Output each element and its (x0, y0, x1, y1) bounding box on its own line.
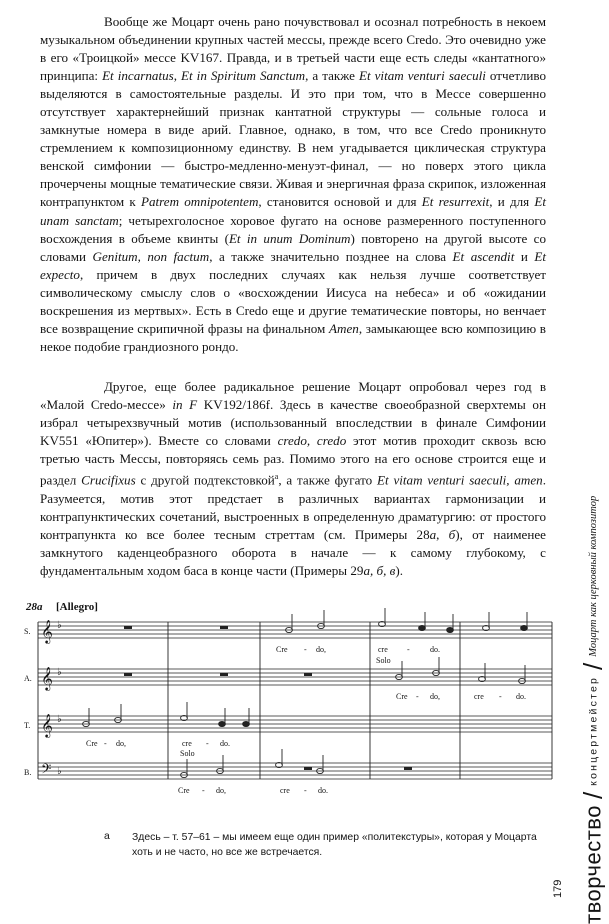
subsection-title: концертмейстер (587, 675, 600, 786)
divider-slash: / (578, 791, 608, 800)
italic-term: Amen (329, 320, 359, 336)
svg-text:-: - (407, 645, 410, 654)
italic-term: Et in Spiritum Sanctum (181, 68, 306, 84)
svg-text:cre: cre (182, 739, 192, 748)
text: ) повторено на другой высоте со словами (40, 230, 546, 264)
text: этот мотив проходит сквозь всю третью часть Мессы, повторяясь семь раз. Помимо этого на его основе строится еще и раздел (40, 433, 546, 488)
text: , (436, 526, 449, 542)
text: KV192/186f. Здесь в качестве своеобразной сверхтемы он избрал четырехзвучный мотив (использованный впоследствии в финале Симфонии KV551 «Юпитер»). Вместе со словами (40, 397, 546, 449)
italic-term: Crucifixus (81, 472, 136, 488)
svg-text:Cre: Cre (178, 786, 190, 795)
italic-term: б (448, 526, 456, 542)
solo-marking: Solo (376, 656, 391, 665)
text: , (173, 68, 182, 84)
italic-term: Et incarnatus (102, 68, 174, 84)
svg-text:do,: do, (316, 645, 326, 654)
svg-text:cre: cre (474, 692, 484, 701)
svg-text:♭: ♭ (57, 620, 62, 631)
italic-term: а, б, в (363, 562, 396, 578)
paragraph-2 (40, 378, 546, 580)
text: и (514, 248, 535, 264)
footnote-ref: а (274, 472, 279, 482)
staff-label-alto: A. (24, 674, 32, 683)
text: с другой подтекстовкой (135, 472, 275, 488)
italic-term: Et vitam venturi saeculi, amen (377, 472, 543, 488)
treble-clef-icon: 𝄞 (41, 621, 53, 643)
svg-text:♭: ♭ (57, 667, 62, 678)
divider-slash: / (578, 662, 608, 670)
svg-text:Cre: Cre (86, 739, 98, 748)
svg-text:Cre: Cre (276, 645, 288, 654)
rests (124, 626, 412, 770)
text: Другое, еще более радикальное решение Моцарт опробовал через год в «Малой Credo-мессе» (40, 379, 546, 413)
example-label: 28a (26, 601, 43, 613)
italic-term: Et unam sanctam (40, 194, 547, 228)
svg-text:-: - (304, 645, 307, 654)
svg-text:♭: ♭ (57, 766, 62, 777)
italic-term: credo, credo (277, 433, 347, 449)
italic-term: Et resurrexit (421, 194, 490, 210)
staff-label-bass: B. (24, 768, 32, 777)
italic-term: Et vitam venturi saeculi (358, 68, 486, 84)
treble-clef-icon: 𝄞 (41, 715, 53, 737)
music-example (24, 600, 554, 812)
section-title: творчество (580, 805, 606, 924)
text: ), от наименее замкнутого каденцеобразного оборота в начале — к самому глубокому, с фундаментальным ходом баса в конце части (Примеры 29 (40, 526, 546, 578)
text: , а также фугато (278, 472, 378, 488)
footnote-mark: а (104, 831, 110, 842)
text: , а также (305, 68, 359, 84)
chapter-title: Моцарт как церковный композитор (588, 495, 599, 657)
paragraph-1 (40, 13, 546, 356)
italic-term: а (429, 526, 437, 542)
svg-text:♭: ♭ (57, 714, 62, 725)
footnote: Здесь – т. 57–61 – мы имеем еще один пример «политекстуры», которая у Моцарта хоть и не часто, но все же встречается. (132, 832, 537, 858)
text: , а также значительно позднее на слова (209, 248, 453, 264)
italic-term: Et expecto (40, 248, 546, 282)
key-flats (57, 620, 62, 777)
svg-text:cre: cre (280, 786, 290, 795)
tempo-marking: [Allegro] (56, 601, 98, 613)
page-number: 179 (552, 879, 564, 898)
svg-text:-: - (104, 739, 107, 748)
text: отчетливо выделяются в самостоятельные разделы. И это при том, что в Мессе совершенно отсутствует характернейший признак кантатной структуры — сольные голоса и замкнутые номера в виде арий. Главное, однако, в том, что все Credo проникнуто стремлением к композиционному единству. В нем угадывается циклическая структура венской симфонии — быстро-медленно-менуэт-финал, — но поверх этого цикла прочерчены мощные тематические связи. Живая и энергичная фраза скрипок, изложенная контрапунктом к (40, 68, 547, 210)
text: , и для (489, 194, 535, 210)
svg-text:do,: do, (430, 692, 440, 701)
treble-clef-icon: 𝄞 (41, 668, 53, 690)
solo-marking: Solo (180, 749, 195, 758)
notes (83, 608, 528, 778)
svg-text:do.: do. (516, 692, 526, 701)
svg-text:do,: do, (116, 739, 126, 748)
text: ; четырехголосное хоровое фугато на основе размеренного поступенного восхождения в объеме квинты ( (40, 212, 546, 246)
svg-text:do,: do, (216, 786, 226, 795)
text: . Разумеется, мотив этот предстает в различных вариантах гармонизации и контрапунктических сочетаний, выстроенных в определенную драматургию: от простого контрапункта ко все более тесным стреттам (см. Примеры 28 (40, 472, 547, 542)
staff-label-tenor: T. (24, 721, 31, 730)
sidebar-running-title (578, 34, 608, 924)
text: , замыкающее всю композицию в некое подобие грандиозного рондо. (40, 320, 546, 354)
svg-text:do.: do. (220, 739, 230, 748)
svg-text:-: - (416, 692, 419, 701)
svg-text:-: - (304, 786, 307, 795)
svg-text:do.: do. (318, 786, 328, 795)
svg-text:-: - (202, 786, 205, 795)
clefs (41, 621, 53, 780)
italic-term: Et in unum Dominum (228, 230, 351, 246)
text: Вообще же Моцарт очень рано почувствовал и осознал потребность в некоем музыкальном объединении крупных частей мессы, прежде всего Credo. Это очевидно уже в его «Троицкой» мессе KV167. Правда, и в третьей части еще есть следы «кантатного» принципа: (40, 14, 546, 84)
svg-text:-: - (499, 692, 502, 701)
text: , причем в двух последних случаях как нельзя лучше соответствует символическому смыслу слов о «восхождении Иисуса на небеса» и об «ожидании воскрешения из мертвых». Есть в Credo еще и другие тематические повторы, но венчает все возвращение скрипичной фразы на финальном (40, 266, 546, 336)
italic-term: in F (172, 397, 198, 413)
svg-text:Cre: Cre (396, 692, 408, 701)
text: , становится основой и для (258, 194, 422, 210)
italic-term: Patrem omnipotentem (140, 194, 259, 210)
staff-label-soprano: S. (24, 627, 31, 636)
italic-term: Et ascendit (452, 248, 515, 264)
svg-text:cre: cre (378, 645, 388, 654)
bass-clef-icon: 𝄢 (41, 763, 52, 780)
svg-text:do.: do. (430, 645, 440, 654)
svg-text:-: - (206, 739, 209, 748)
italic-term: Genitum, non factum (92, 248, 210, 264)
text: ). (395, 562, 403, 578)
